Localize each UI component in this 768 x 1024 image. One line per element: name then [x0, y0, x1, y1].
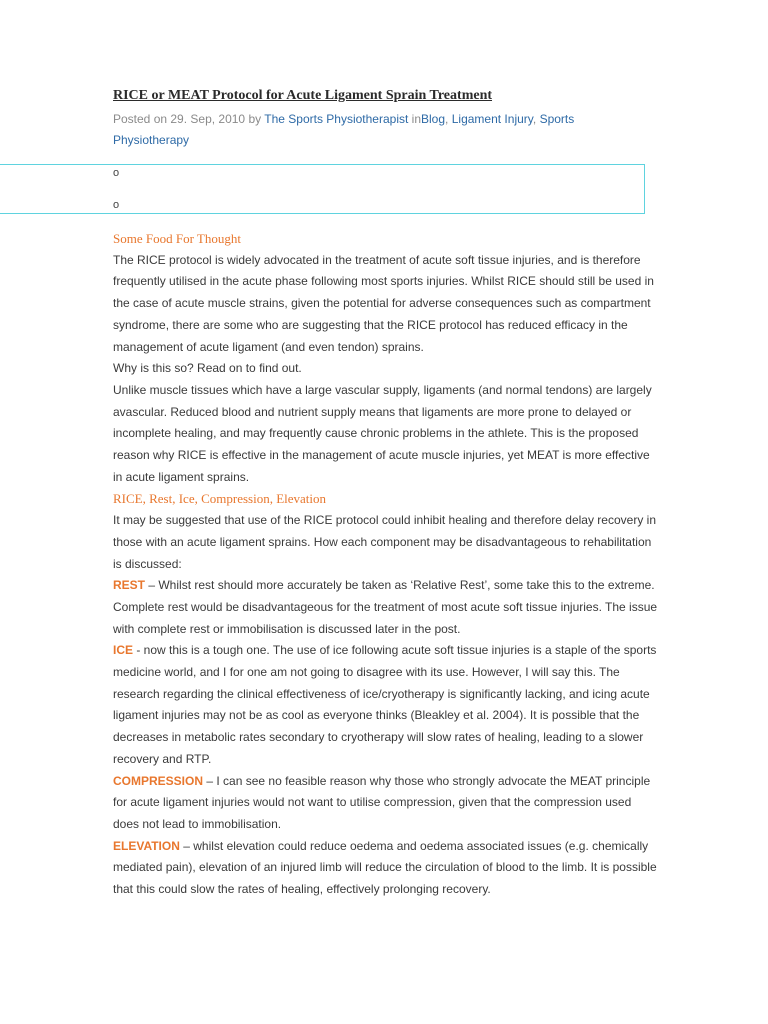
post-meta	[113, 109, 653, 151]
elevation-text: – whilst elevation could reduce oedema and oedema associated issues (e.g. chemically mediated pain), elevation of an injured limb will reduce the circulation of blood to the limb. It is possible that this could slow the rates of healing, effectively prolonging recovery.	[113, 838, 657, 897]
keyword-rest: REST	[113, 578, 146, 593]
paragraph: Why is this so? Read on to find out.	[113, 361, 302, 376]
section-heading-rice: RICE, Rest, Ice, Compression, Elevation	[113, 491, 327, 507]
posted-on-text: Posted on 29. Sep, 2010 by	[113, 112, 262, 126]
paragraph: It may be suggested that use of the RICE protocol could inhibit healing and therefore delay recovery in those with an acute ligament sprains. How each component may be disadvantageous to rehabilitation is discussed:	[113, 513, 656, 571]
article-body	[113, 228, 658, 901]
category-separator: ,	[532, 112, 537, 126]
category-link-blog[interactable]: Blog	[421, 112, 446, 126]
keyword-compression: COMPRESSION	[113, 773, 204, 788]
paragraph: Unlike muscle tissues which have a large vascular supply, ligaments (and normal tendons) are largely avascular. Reduced blood and nutrient supply means that ligaments are more prone to delayed or incomplete healing, and may frequently cause chronic problems in the athlete. This is the proposed reason why RICE is effective in the management of acute muscle injuries, yet MEAT is more effective in acute ligament sprains.	[113, 382, 652, 484]
paragraph-rest	[113, 575, 658, 640]
section-heading-food-for-thought: Some Food For Thought	[113, 231, 241, 246]
paragraph: The RICE protocol is widely advocated in the treatment of acute soft tissue injuries, and is therefore frequently utilised in the acute phase following most sports injuries. Whilst RICE should still be used in the case of acute muscle strains, given the potential for adverse consequences such as compartment syndrome, there are some who are suggesting that the RICE protocol has reduced efficacy in the management of acute ligament (and even tendon) sprains.	[113, 252, 654, 354]
category-separator: ,	[445, 112, 449, 126]
keyword-ice: ICE	[113, 643, 134, 658]
in-label: in	[411, 112, 422, 126]
share-box	[0, 164, 645, 214]
paragraph-compression	[113, 771, 658, 836]
compression-text: – I can see no feasible reason why those who strongly advocate the MEAT principle for acute ligament injuries would not want to utilise compression, given that the compression used does not lead to immobilisation.	[113, 773, 651, 831]
paragraph-elevation	[113, 836, 658, 901]
ice-text: - now this is a tough one. The use of ice following acute soft tissue injuries is a staple of the sports medicine world, and I for one am not going to disagree with its use. However, I will say this. The research regarding the clinical effectiveness of ice/cryotherapy is significantly lacking, and icing acute ligament injuries may not be as cool as everyone thinks (Bleakley et al. 2004). It is possible that the decreases in metabolic rates secondary to cryotherapy will slow rates of healing, leading to a slower recovery and RTP.	[113, 643, 657, 766]
list-bullet: o	[113, 199, 120, 211]
post-title[interactable]: RICE or MEAT Protocol for Acute Ligament Sprain Treatment	[113, 88, 493, 103]
rest-text: – Whilst rest should more accurately be taken as ‘Relative Rest’, some take this to the extreme. Complete rest would be disadvantageous for the treatment of most acute soft tissue injuries. The issue with complete rest or immobilisation is discussed later in the post.	[113, 578, 658, 636]
list-bullet: o	[113, 167, 120, 179]
category-link-ligament-injury[interactable]: Ligament Injury	[451, 112, 533, 126]
author-link[interactable]: The Sports Physiotherapist	[264, 112, 409, 126]
keyword-elevation: ELEVATION	[113, 838, 180, 853]
category-link-sports-physiotherapy[interactable]: Sports Physiotherapy	[113, 112, 575, 147]
paragraph-ice	[113, 640, 658, 770]
